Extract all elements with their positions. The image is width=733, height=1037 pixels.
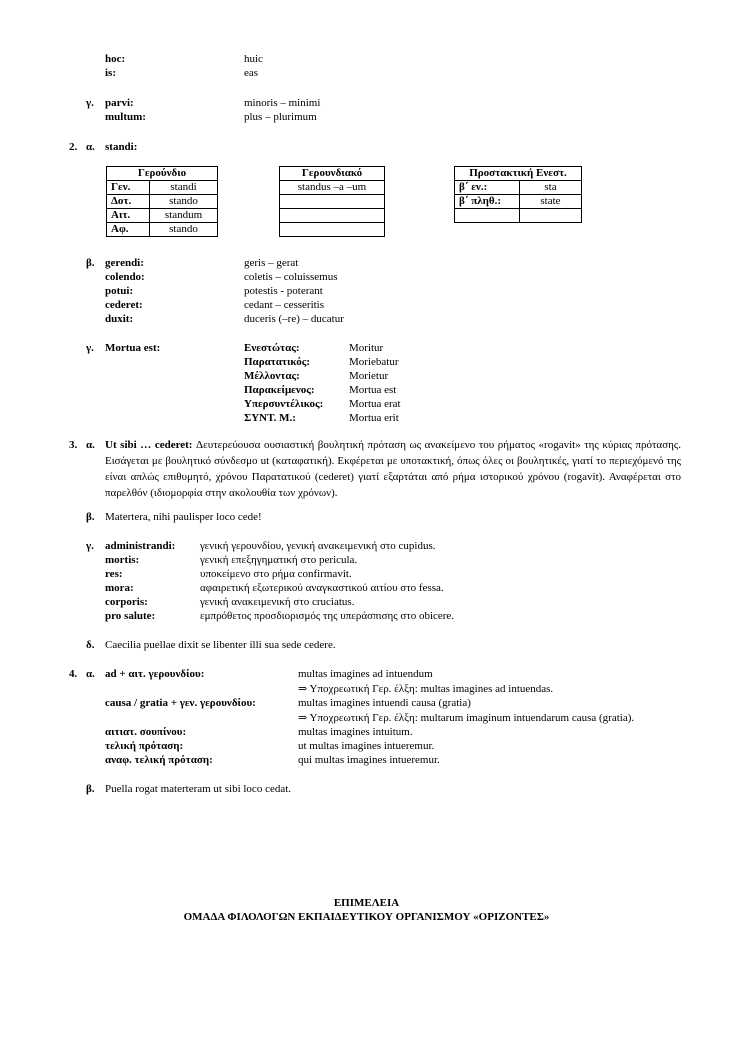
conversion-label: τελική πρόταση: <box>105 740 184 752</box>
gerundive-title: Γερουνδιακό <box>280 167 385 181</box>
conversion-value: multas imagines intuitum. <box>298 726 413 738</box>
gamma-item-value: εμπρόθετος προσδιορισμός της υπεράσπισης στο obicere. <box>200 610 455 622</box>
gerund-title: Γερούνδιο <box>107 167 218 181</box>
beta-item-value: coletis – coluissemus <box>244 271 338 283</box>
section-3-delta-text: Caecilia puellae dixit se libenter illi sua sede cedere. <box>105 639 336 651</box>
section-3-alpha-lead: Ut sibi … cederet: <box>105 439 193 451</box>
gamma-item-value: υποκείμενο στο ρήμα confirmavit. <box>200 568 352 580</box>
conversion-value: multas imagines intuendi causa (gratia) <box>298 697 471 709</box>
tense-label: Ενεστώτας: <box>244 342 300 354</box>
conversion-value: ut multas imagines intueremur. <box>298 740 435 752</box>
imperative-label: β΄ πληθ.: <box>455 195 520 209</box>
parvi-value: minoris – minimi <box>244 97 321 109</box>
hoc-row <box>105 52 125 66</box>
beta-item-label: duxit: <box>105 313 134 325</box>
gerundive-empty-cell <box>280 195 385 209</box>
section-4-beta: β. <box>86 783 95 795</box>
conversion-label: αναφ. τελική πρόταση: <box>105 754 213 766</box>
gamma-item-label: res: <box>105 568 123 580</box>
tense-label: ΣΥΝΤ. Μ.: <box>244 412 296 424</box>
footer-organization: ΟΜΑΔΑ ΦΙΛΟΛΟΓΩΝ ΕΚΠΑΙΔΕΥΤΙΚΟΥ ΟΡΓΑΝΙΣΜΟΥ «ΟΡΙΖΟΝΤΕΣ» <box>183 911 550 923</box>
conversion-value: qui multas imagines intueremur. <box>298 754 440 766</box>
gerund-form: standum <box>150 209 218 223</box>
section-3-number: 3. <box>69 439 78 451</box>
beta-item-label: gerendi: <box>105 257 144 269</box>
imperative-label: β΄ εν.: <box>455 181 520 195</box>
tense-label: Παρατατικός: <box>244 356 311 368</box>
beta-item-value: duceris (–re) – ducatur <box>244 313 344 325</box>
gerund-form: stando <box>150 195 218 209</box>
gerund-form: standi <box>150 181 218 195</box>
gamma-item-value: γενική γερουνδίου, γενική ανακειμενική στο cupidus. <box>200 540 436 552</box>
parvi-label: parvi: <box>105 97 134 109</box>
tense-label: Μέλλοντας: <box>244 370 300 382</box>
conversion-label: αιτιατ. σουπίνου: <box>105 726 187 738</box>
is-label: is: <box>105 67 116 79</box>
gamma-marker-top: γ. <box>86 97 94 109</box>
beta-item-label: colendo: <box>105 271 145 283</box>
section-3-alpha-paragraph <box>105 437 681 501</box>
gerund-case: Αιτ. <box>107 209 150 223</box>
gamma-item-label: mora: <box>105 582 134 594</box>
tense-label: Υπερσυντέλικος: <box>244 398 324 410</box>
beta-item-label: potui: <box>105 285 134 297</box>
gamma-item-value: γενική ανακειμενική στο cruciatus. <box>200 596 355 608</box>
gerund-table <box>106 166 218 237</box>
gerundive-table <box>279 166 385 237</box>
tense-form: Moriebatur <box>349 356 399 368</box>
gerundive-empty-cell <box>280 223 385 237</box>
conversion-value: multas imagines ad intuendum <box>298 668 433 680</box>
section-3-beta-text: Matertera, nihi paulisper loco cede! <box>105 511 262 523</box>
tense-form: Moritur <box>349 342 384 354</box>
beta-item-value: geris – gerat <box>244 257 299 269</box>
imperative-empty-cell <box>520 209 582 223</box>
tense-form: Morietur <box>349 370 389 382</box>
section-3-gamma: γ. <box>86 540 94 552</box>
multum-value: plus – plurimum <box>244 111 317 123</box>
hoc-value: huic <box>244 53 263 65</box>
gamma-item-label: mortis: <box>105 554 140 566</box>
tense-form: Mortua erat <box>349 398 401 410</box>
section-3-beta: β. <box>86 511 95 523</box>
mortua-est-label: Mortua est: <box>105 342 161 354</box>
beta-item-label: cederet: <box>105 299 143 311</box>
conversion-value: ⇒ Υποχρεωτική Γερ. έλξη: multas imagines ad intuendas. <box>298 683 554 695</box>
section-2-beta: β. <box>86 257 95 269</box>
gerund-case: Δοτ. <box>107 195 150 209</box>
gamma-item-value: γενική επεξηγηματική στο pericula. <box>200 554 358 566</box>
gamma-item-label: pro salute: <box>105 610 156 622</box>
gerund-case: Αφ. <box>107 223 150 237</box>
section-2-number: 2. <box>69 141 78 153</box>
footer-editor-heading: ΕΠΙΜΕΛΕΙΑ <box>333 897 400 909</box>
section-2-alpha: α. <box>86 141 95 153</box>
gamma-item-label: corporis: <box>105 596 148 608</box>
tense-form: Mortua erit <box>349 412 399 424</box>
section-3-alpha-text: Δευτερεύουσα ουσιαστική βουλητική πρόταση ως ανακείμενο του ρήματος «rogavit» της κύριας πρότασης. Εισάγεται με βουλητικό σύνδεσμο ut (καταφατική). Εκφέρεται με υποτακτική, όπως όλες οι βουλητικές, γιατί το περιεχόμενό της είναι απλώς επιθυμητό, χρόνου Παρατατικού (cederet) γιατί εξαρτάται από ρήμα ιστορικού χρόνου (rogavit). Αναφέρεται στο παρελθόν (ιδιομορφία στην ακολουθία των χρόνων). <box>105 439 681 499</box>
imperative-empty-cell <box>455 209 520 223</box>
gamma-item-value: αφαιρετική εξωτερικού αναγκαστικού αιτίου στο fessa. <box>200 582 444 594</box>
conversion-label: causa / gratia + γεν. γερουνδίου: <box>105 697 256 709</box>
gamma-item-label: administrandi: <box>105 540 176 552</box>
tense-label: Παρακείμενος: <box>244 384 315 396</box>
section-3-alpha: α. <box>86 439 95 451</box>
gerundive-form: standus –a –um <box>280 181 385 195</box>
conversion-label: ad + αιτ. γερουνδίου: <box>105 668 205 680</box>
conversion-value: ⇒ Υποχρεωτική Γερ. έλξη: multarum imaginum intuendarum causa (gratia). <box>298 712 635 724</box>
imperative-table <box>454 166 582 223</box>
section-4-number: 4. <box>69 668 78 680</box>
beta-item-value: potestis - poterant <box>244 285 323 297</box>
imperative-form: state <box>520 195 582 209</box>
section-4-beta-text: Puella rogat materteram ut sibi loco cedat. <box>105 783 292 795</box>
section-2-heading: standi: <box>105 141 138 153</box>
hoc-label: hoc: <box>105 53 126 65</box>
tense-form: Mortua est <box>349 384 397 396</box>
is-value: eas <box>244 67 259 79</box>
gerund-case: Γεν. <box>107 181 150 195</box>
beta-item-value: cedant – cesseritis <box>244 299 325 311</box>
section-2-gamma: γ. <box>86 342 94 354</box>
gerundive-empty-cell <box>280 209 385 223</box>
gerund-form: stando <box>150 223 218 237</box>
section-3-delta: δ. <box>86 639 95 651</box>
imperative-form: sta <box>520 181 582 195</box>
multum-label: multum: <box>105 111 146 123</box>
imperative-title: Προστακτική Ενεστ. <box>455 167 582 181</box>
section-4-alpha: α. <box>86 668 95 680</box>
